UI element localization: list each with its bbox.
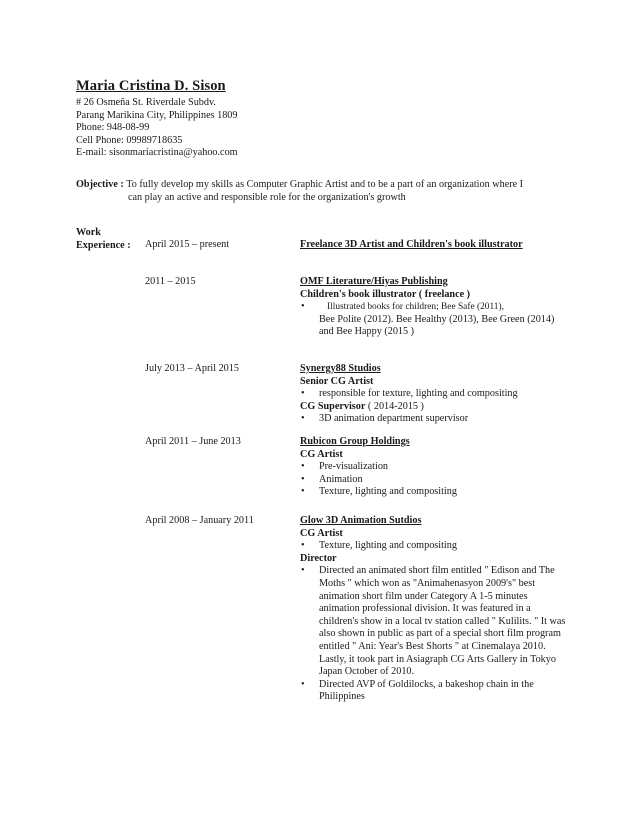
entry-details	[300, 436, 570, 499]
entry-details	[300, 276, 570, 339]
bullet-list	[300, 540, 570, 553]
objective-text-line-2: can play an active and responsible role for the organization's growth	[128, 191, 406, 203]
objective-section	[76, 179, 546, 204]
bullet-list	[300, 461, 570, 499]
bullet-text: Illustrated books for children; Bee Safe (2011),	[327, 302, 504, 313]
work-experience-label	[76, 227, 131, 252]
work-label-line-2: Experience :	[76, 239, 131, 251]
list-item	[300, 461, 570, 474]
entry-details	[300, 515, 570, 704]
work-label-line-1: Work	[76, 227, 101, 238]
list-item	[300, 474, 570, 487]
bullet-icon: •	[301, 473, 305, 485]
bullet-icon: •	[301, 388, 305, 400]
employer: Freelance 3D Artist and Children's book illustrator	[300, 239, 523, 250]
list-item	[300, 540, 570, 553]
role-2: Director	[300, 552, 337, 564]
bullet-list	[300, 565, 570, 704]
employer: Rubicon Group Holdings	[300, 436, 410, 447]
role: CG Artist	[300, 527, 343, 539]
employer: OMF Literature/Hiyas Publishing	[300, 276, 448, 287]
role: CG Artist	[300, 448, 343, 460]
bullet-icon: •	[301, 565, 305, 577]
role-2-title: CG Supervisor	[300, 400, 366, 412]
bullet-text: responsible for texture, lighting and compositing	[319, 388, 518, 400]
role-2	[300, 401, 570, 414]
role-2-period: ( 2014-2015 )	[365, 400, 424, 412]
list-item	[300, 486, 570, 499]
objective-label: Objective :	[76, 179, 124, 190]
bullet-icon: •	[301, 413, 305, 425]
candidate-name: Maria Cristina D. Sison	[76, 78, 226, 94]
entry-date: April 2008 – January 2011	[145, 515, 254, 526]
email: E-mail: sisonmariacristina@yahoo.com	[76, 147, 238, 159]
bullet-text: Animation	[319, 473, 363, 485]
bullet-text: 3D animation department supervisor	[319, 413, 469, 425]
role: Children's book illustrator ( freelance )	[300, 288, 471, 300]
list-item	[300, 679, 570, 704]
bullet-list	[300, 388, 570, 401]
employer: Glow 3D Animation Sutdios	[300, 515, 422, 526]
address-line-2: Parang Marikina City, Philippines 1809	[76, 109, 238, 121]
bullet-icon: •	[301, 301, 305, 313]
entry-date: 2011 – 2015	[145, 276, 196, 287]
bullet-text: Texture, lighting and compositing	[319, 540, 457, 552]
bullet-icon: •	[301, 540, 305, 552]
employer: Synergy88 Studios	[300, 363, 381, 374]
list-item	[300, 565, 570, 678]
entry-details	[300, 239, 570, 252]
list-item	[300, 413, 570, 426]
objective-text-line-1: To fully develop my skills as Computer Graphic Artist and to be a part of an organization where I	[126, 179, 524, 190]
address-line-1: # 26 Osmeña St. Riverdale Subdv.	[76, 97, 216, 108]
entry-date: April 2015 – present	[145, 239, 230, 250]
bullet-text: Pre-visualization	[319, 461, 389, 473]
entry-date: July 2013 – April 2015	[145, 363, 239, 374]
contact-block	[76, 97, 238, 160]
bullet-text-continued: Bee Polite (2012). Bee Healthy (2013), Bee Green (2014) and Bee Happy (2015 )	[319, 313, 555, 338]
list-item	[300, 301, 570, 339]
cell-phone: Cell Phone: 09989718635	[76, 134, 183, 146]
bullet-icon: •	[301, 678, 305, 690]
bullet-list	[300, 413, 570, 426]
role: Senior CG Artist	[300, 375, 374, 387]
bullet-icon: •	[301, 461, 305, 473]
bullet-text: Texture, lighting and compositing	[319, 486, 457, 498]
entry-details	[300, 363, 570, 426]
entry-date: April 2011 – June 2013	[145, 436, 241, 447]
phone: Phone: 948-08-99	[76, 122, 150, 134]
bullet-text: Directed an animated short film entitled " Edison and The Moths " which won as "Animahenasyon 2009's" best animation short film under Category A 1-5 minutes animation professional division. It was featured in a children's show in a local tv station called " Kulilits. " It was also shown in public as part of a special short film program entitled " Ani: Year's Best Shorts " at Cinemalaya 2010. Lastly, it took part in Asiagraph CG Arts Gallery in Tokyo Japan October of 2010.	[319, 565, 566, 678]
bullet-icon: •	[301, 486, 305, 498]
bullet-text: Directed AVP of Goldilocks, a bakeshop chain in the Philippines	[319, 678, 534, 703]
bullet-list	[300, 301, 570, 339]
list-item	[300, 388, 570, 401]
